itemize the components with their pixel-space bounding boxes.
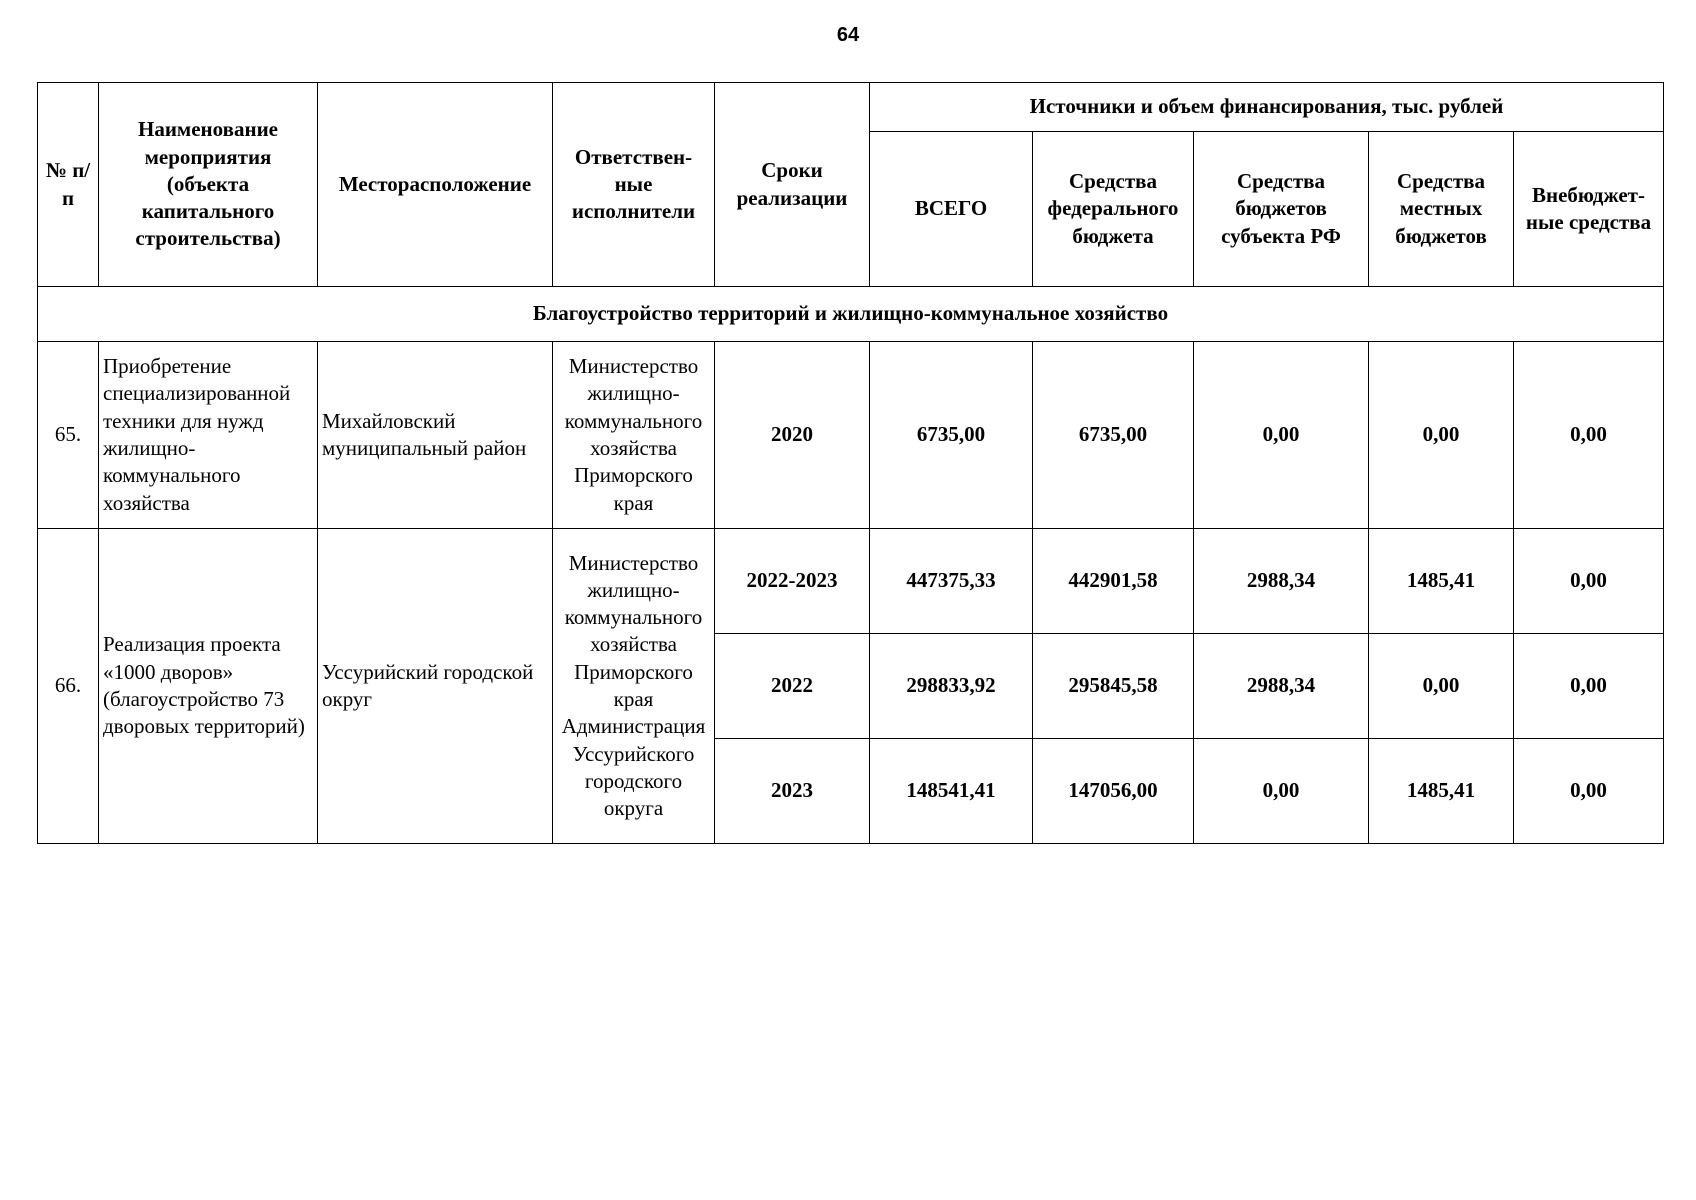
row-local: 1485,41 [1369, 529, 1514, 634]
row-term: 2023 [715, 739, 870, 844]
row-federal: 442901,58 [1033, 529, 1194, 634]
row-federal: 147056,00 [1033, 739, 1194, 844]
row-location: Уссурийский городской округ [318, 529, 553, 844]
row-term: 2020 [715, 342, 870, 529]
row-extra: 0,00 [1514, 529, 1664, 634]
row-federal: 295845,58 [1033, 634, 1194, 739]
header-executors: Ответствен-ные исполнители [553, 83, 715, 287]
table-row [38, 342, 1664, 529]
row-term: 2022-2023 [715, 529, 870, 634]
header-terms: Сроки реализации [715, 83, 870, 287]
row-number: 65. [38, 342, 99, 529]
row-local: 0,00 [1369, 342, 1514, 529]
row-subject: 2988,34 [1194, 634, 1369, 739]
row-extra: 0,00 [1514, 739, 1664, 844]
row-federal: 6735,00 [1033, 342, 1194, 529]
row-total: 447375,33 [870, 529, 1033, 634]
table-row [38, 529, 1664, 634]
row-executors: Министерство жилищно-коммунального хозяйства Приморского края [553, 342, 715, 529]
header-total: ВСЕГО [870, 132, 1033, 287]
header-subject: Средства бюджетов субъекта РФ [1194, 132, 1369, 287]
header-name: Наименование мероприятия (объекта капитального строительства) [99, 83, 318, 287]
row-subject: 0,00 [1194, 739, 1369, 844]
row-total: 298833,92 [870, 634, 1033, 739]
header-num: № п/п [38, 83, 99, 287]
header-federal: Средства федерального бюджета [1033, 132, 1194, 287]
header-location: Месторасположение [318, 83, 553, 287]
financing-table [37, 82, 1664, 844]
row-subject: 0,00 [1194, 342, 1369, 529]
row-executors: Министерство жилищно-коммунального хозяйства Приморского края Администрация Уссурийского городского округа [553, 529, 715, 844]
row-number: 66. [38, 529, 99, 844]
header-extra: Внебюджет-ные средства [1514, 132, 1664, 287]
row-location: Михайловский муниципальный район [318, 342, 553, 529]
row-extra: 0,00 [1514, 342, 1664, 529]
section-title: Благоустройство территорий и жилищно-коммунальное хозяйство [38, 287, 1664, 342]
row-total: 6735,00 [870, 342, 1033, 529]
row-term: 2022 [715, 634, 870, 739]
page-number: 64 [836, 24, 860, 46]
row-name: Приобретение специализированной техники для нужд жилищно-коммунального хозяйства [99, 342, 318, 529]
row-total: 148541,41 [870, 739, 1033, 844]
row-extra: 0,00 [1514, 634, 1664, 739]
row-local: 0,00 [1369, 634, 1514, 739]
header-local: Средства местных бюджетов [1369, 132, 1514, 287]
row-subject: 2988,34 [1194, 529, 1369, 634]
row-local: 1485,41 [1369, 739, 1514, 844]
header-funding-group: Источники и объем финансирования, тыс. рублей [870, 83, 1664, 132]
row-name: Реализация проекта «1000 дворов» (благоустройство 73 дворовых территорий) [99, 529, 318, 844]
